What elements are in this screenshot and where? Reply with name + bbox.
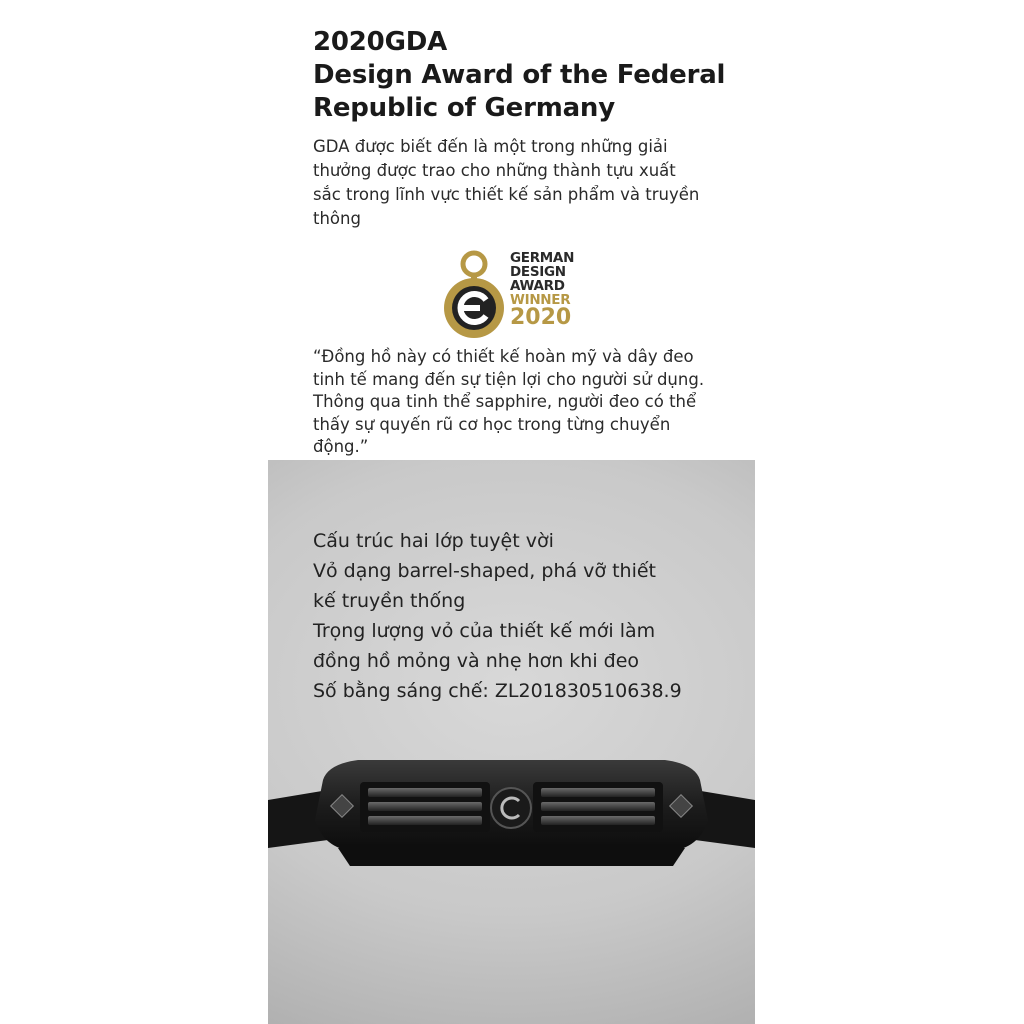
quote-line: thấy sự quyến rũ cơ học trong từng chuyển xyxy=(313,414,671,434)
logo-text-german: GERMAN xyxy=(510,250,575,266)
award-intro-line: thưởng được trao cho những thành tựu xuất xyxy=(313,161,676,180)
award-section xyxy=(0,0,1024,460)
award-intro-line: GDA được biết đến là một trong những giải xyxy=(313,137,668,156)
feature-line: Vỏ dạng barrel-shaped, phá vỡ thiết xyxy=(313,560,656,582)
feature-line: đồng hồ mỏng và nhẹ hơn khi đeo xyxy=(313,650,640,672)
logo-text-winner: WINNER xyxy=(510,292,571,308)
quote-line: “Đồng hồ này có thiết kế hoàn mỹ và dây đeo xyxy=(313,347,694,366)
award-heading-line: Republic of Germany xyxy=(313,93,615,123)
award-heading-line: Design Award of the Federal xyxy=(313,60,726,90)
german-design-award-logo xyxy=(438,249,598,341)
logo-text-year: 2020 xyxy=(510,305,572,330)
feature-list xyxy=(313,526,743,706)
quote-line: động.” xyxy=(313,437,369,456)
logo-text-award: AWARD xyxy=(510,278,565,294)
feature-line: Cấu trúc hai lớp tuyệt vời xyxy=(313,530,554,552)
medal-icon xyxy=(438,249,510,341)
product-feature-section xyxy=(268,460,755,1024)
feature-line: kế truyền thống xyxy=(313,590,466,612)
award-heading-line: 2020GDA xyxy=(313,27,448,57)
feature-line: Trọng lượng vỏ của thiết kế mới làm xyxy=(313,620,656,642)
watch-case-side-icon xyxy=(268,740,755,890)
award-intro-line: sắc trong lĩnh vực thiết kế sản phẩm và truyền xyxy=(313,185,700,204)
award-logo-text xyxy=(510,251,600,329)
jury-quote xyxy=(313,346,743,459)
quote-line: Thông qua tinh thể sapphire, người đeo có thể xyxy=(313,392,697,411)
award-intro-line: thông xyxy=(313,209,361,228)
quote-line: tinh tế mang đến sự tiện lợi cho người sử dụng. xyxy=(313,369,705,389)
logo-text-design: DESIGN xyxy=(510,264,566,280)
award-heading xyxy=(313,26,733,125)
award-intro xyxy=(313,135,733,231)
feature-line: Số bằng sáng chế: ZL201830510638.9 xyxy=(313,680,682,702)
